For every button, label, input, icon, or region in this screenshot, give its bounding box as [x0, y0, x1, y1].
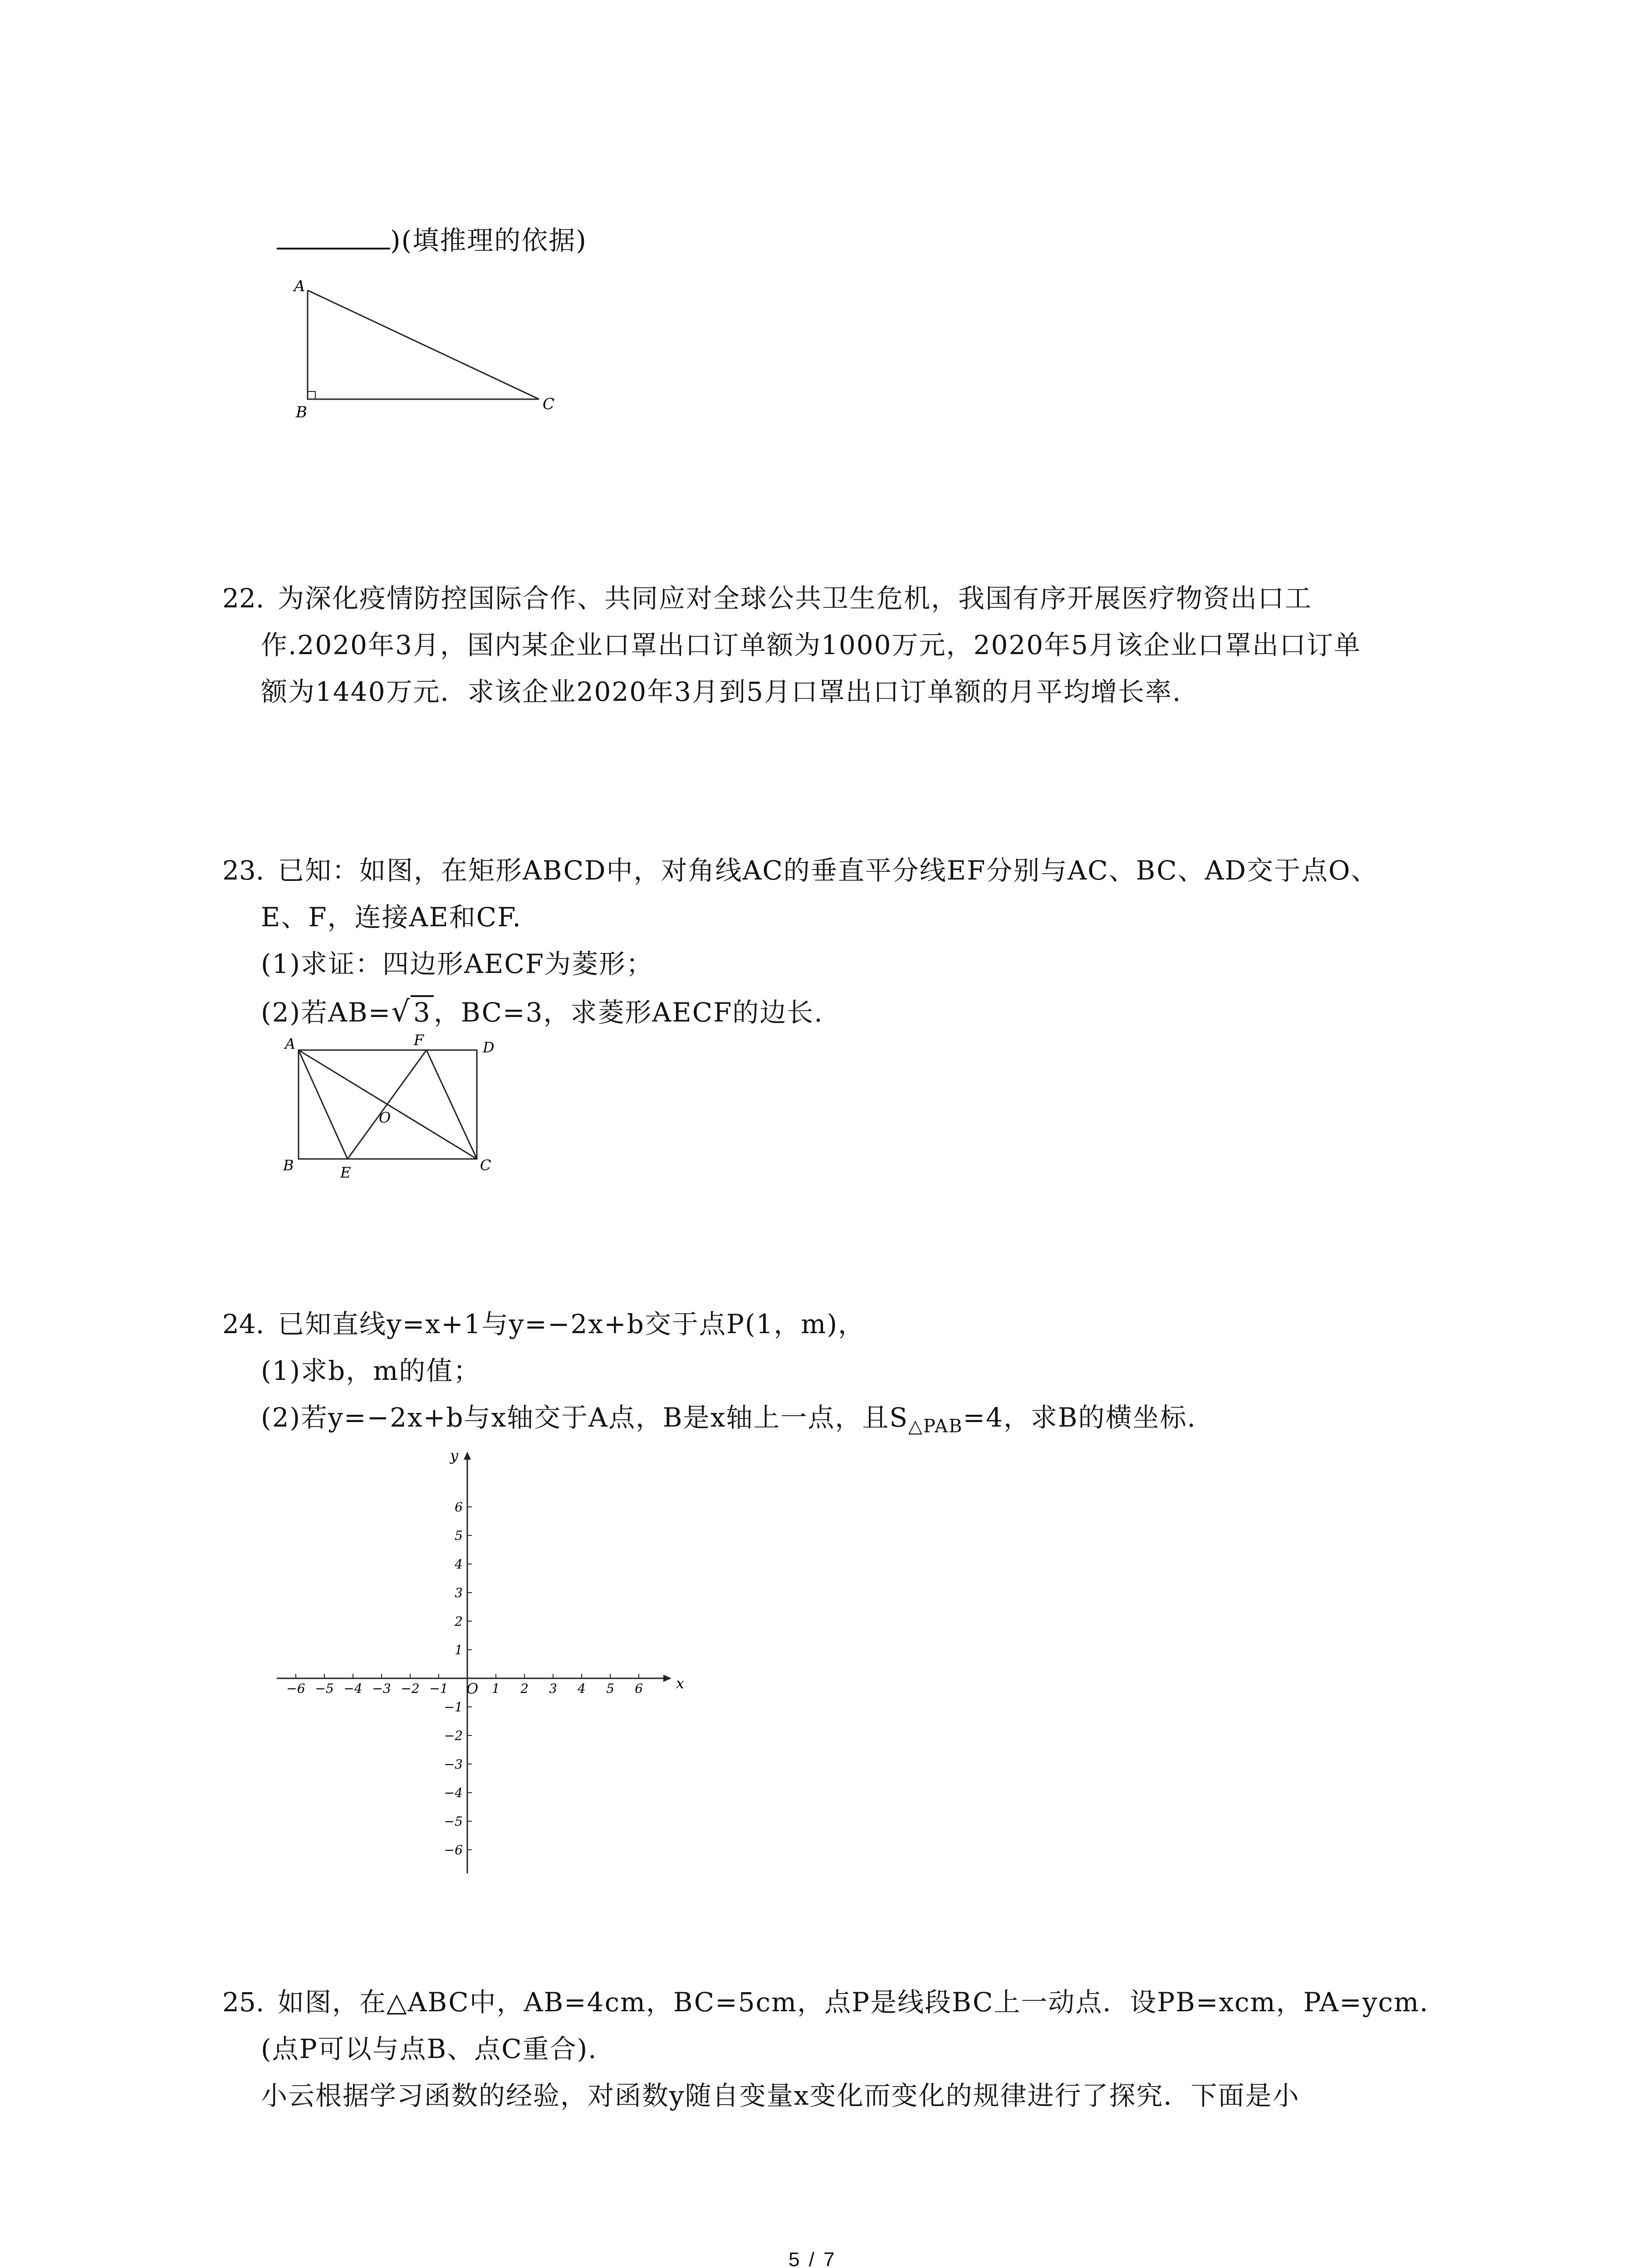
- page-number: 5 / 7: [789, 2248, 837, 2268]
- y-tick-label: 3: [455, 1585, 463, 1600]
- segment-ae: [299, 1050, 348, 1159]
- origin-label: O: [466, 1680, 479, 1697]
- q23-rectangle-figure: [277, 1030, 513, 1184]
- q25-line-2: (点P可以与点B、点C重合).: [261, 2033, 598, 2064]
- x-axis-arrow: [663, 1675, 671, 1682]
- sqrt-radicand: 3: [411, 995, 434, 1028]
- label-b: B: [283, 1157, 294, 1174]
- y-tick-label: 2: [455, 1614, 463, 1629]
- x-tick-label: −5: [315, 1681, 334, 1696]
- y-tick-label: −5: [444, 1814, 463, 1829]
- q25-line-3: 小云根据学习函数的经验，对函数y随自变量x变化而变化的规律进行了探究．下面是小: [261, 2080, 1300, 2111]
- x-tick-label: −3: [372, 1681, 391, 1696]
- y-tick-label: −2: [444, 1728, 463, 1743]
- x-tick-label: 1: [492, 1681, 500, 1696]
- y-tick-label: −1: [444, 1700, 463, 1715]
- q21-tail: )(填推理的依据): [390, 225, 587, 256]
- q23-line-4: (2)若AB=√ 3 ，BC=3，求菱形AECF的边长.: [261, 995, 823, 1029]
- x-tick-label: −1: [429, 1681, 448, 1696]
- q24-line-3: (2)若y=−2x+b与x轴交于A点，B是x轴上一点，且$S_{\triangle PAB}=4$，求B的横坐标.: [261, 1402, 1196, 1437]
- q22-line-1: 为深化疫情防控国际合作、共同应对全球公共卫生危机，我国有序开展医疗物资出口工: [278, 583, 1313, 614]
- x-tick-label: 5: [606, 1681, 614, 1696]
- q22-line-2: 作.2020年3月，国内某企业口罩出口订单额为1000万元，2020年5月该企业口罩出口订单: [261, 630, 1362, 660]
- x-tick-label: −6: [286, 1681, 305, 1696]
- y-tick-label: −6: [444, 1843, 463, 1857]
- x-tick-label: 6: [635, 1681, 643, 1696]
- q23-line-2: E、F，连接AE和CF.: [261, 902, 522, 933]
- segment-fc: [426, 1050, 477, 1159]
- q21-triangle-figure: [286, 272, 567, 426]
- y-tick-label: −4: [444, 1785, 463, 1800]
- q23-line-1: 已知：如图，在矩形ABCD中，对角线AC的垂直平分线EF分别与AC、BC、AD交于点O、: [278, 855, 1378, 886]
- label-e: E: [340, 1164, 351, 1181]
- q23-number: 23.: [222, 855, 265, 886]
- q22-line-3: 额为1440万元．求该企业2020年3月到5月口罩出口订单额的月平均增长率.: [261, 676, 1182, 707]
- label-c: C: [543, 395, 555, 413]
- answer-blank: [277, 227, 390, 249]
- x-tick-label: −4: [343, 1681, 362, 1696]
- x-tick-label: 3: [549, 1681, 557, 1696]
- label-f: F: [414, 1031, 424, 1049]
- q25-number: 25.: [222, 1987, 265, 2018]
- q22-number: 22.: [222, 583, 265, 614]
- area-subscript: △PAB: [908, 1416, 963, 1437]
- y-tick-label: 5: [455, 1528, 463, 1543]
- x-tick-label: 4: [578, 1681, 586, 1696]
- y-tick-label: 4: [455, 1557, 463, 1572]
- q25-line-1: 如图，在△ABC中，AB=4cm，BC=5cm，点P是线段BC上一动点．设PB=xcm，PA=ycm．: [278, 1987, 1447, 2018]
- segment-ef: [348, 1050, 426, 1159]
- label-b: B: [296, 403, 307, 421]
- label-a: A: [294, 277, 305, 295]
- y-axis-label: y: [450, 1447, 459, 1464]
- right-angle-mark: [308, 391, 315, 399]
- x-tick-label: −2: [401, 1681, 420, 1696]
- q24-line-2: (1)求b，m的值；: [261, 1355, 481, 1386]
- y-tick-label: 6: [455, 1500, 463, 1515]
- label-c: C: [480, 1157, 491, 1174]
- y-tick-label: −3: [444, 1757, 463, 1772]
- q24-line-1: 已知直线y=x+1与y=−2x+b交于点P(1，m)，: [278, 1309, 866, 1339]
- label-o: O: [379, 1109, 391, 1126]
- q23-line-3: (1)求证：四边形AECF为菱形；: [261, 948, 654, 979]
- label-a: A: [285, 1035, 296, 1052]
- y-tick-label: 1: [455, 1642, 463, 1657]
- triangle-abc: [308, 290, 539, 399]
- label-d: D: [483, 1039, 495, 1056]
- q21-text: [277, 227, 587, 254]
- q24-coordinate-plane: [272, 1447, 690, 1882]
- x-axis-label: x: [676, 1675, 685, 1692]
- sqrt-sign: √: [391, 995, 411, 1029]
- y-axis-arrow: [464, 1452, 471, 1460]
- x-tick-label: 2: [520, 1681, 529, 1696]
- q24-number: 24.: [222, 1309, 265, 1339]
